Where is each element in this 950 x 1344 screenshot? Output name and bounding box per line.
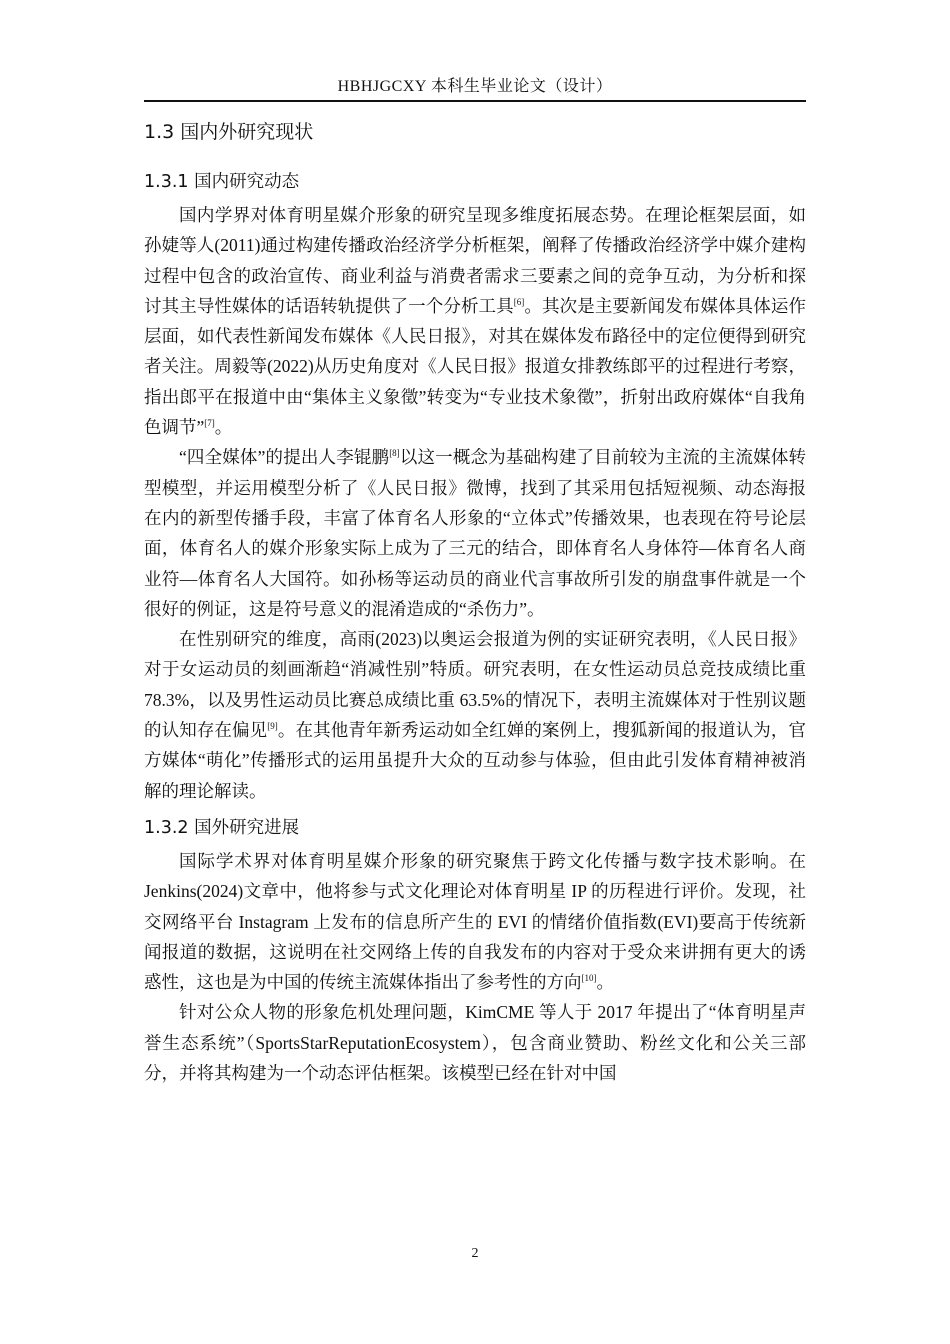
text-run: 在性别研究的维度，高雨(2023)以奥运会报道为例的实证研究表明，《人民日报》对于女运动员的刻画渐趋“消减性别”特质。研究表明，在女性运动员总竞技成绩比重 78.3%，以及男性运动员比赛总成绩比重 63.5%的情况下，表明主流媒体对于性别议题的认知存在偏见 (144, 629, 806, 741)
header-rule (144, 100, 806, 102)
paragraph-foreign-1 (144, 846, 806, 997)
section-heading: 1.3 国内外研究现状 (144, 121, 314, 143)
text-run: 以这一概念为基础构建了目前较为主流的主流媒体转型模型，并运用模型分析了《人民日报》微博，找到了其采用包括短视频、动态海报在内的新型传播手段，丰富了体育名人形象的“立体式”传播效果，也表现在符号论层面，体育名人的媒介形象实际上成为了三元的结合，即体育名人身体符—体育名人商业符—体育名人大国符。如孙杨等运动员的商业代言事故所引发的崩盘事件就是一个很好的例证，这是符号意义的混淆造成的“杀伤力”。 (144, 447, 806, 619)
page-body (144, 118, 806, 1088)
citation-10[interactable]: [10] (581, 973, 597, 984)
paragraph-domestic-2 (144, 442, 806, 624)
page-number: 2 (471, 1246, 479, 1261)
citation-7[interactable]: [7] (204, 418, 215, 429)
subsection-heading-foreign: 1.3.2 国外研究进展 (144, 817, 300, 838)
text-run: 国内学界对体育明星媒介形象的研究呈现多维度拓展态势。在理论框架层面，如孙婕等人(2011)通过构建传播政治经济学分析框架，阐释了传播政治经济学中媒介建构过程中包含的政治宣传、商业利益与消费者需求三要素之间的竞争互动，为分析和探讨其主导性媒体的话语转轨提供了一个分析工具 (144, 205, 806, 316)
text-run: 针对公众人物的形象危机处理问题，KimCME 等人于 2017 年提出了“体育明星声誉生态系统”（SportsStarReputationEcosystem），包含商业赞助、粉丝文化和公关三部分，并将其构建为一个动态评估框架。该模型已经在针对中国 (144, 1002, 806, 1084)
text-run: 。 (214, 417, 233, 438)
text-run: “四全媒体”的提出人李锟鹏 (179, 447, 390, 468)
running-header: HBHJGCXY 本科生毕业论文（设计） (337, 78, 613, 95)
paragraph-foreign-2 (144, 997, 806, 1088)
citation-6[interactable]: [6] (513, 297, 525, 308)
text-run: 。 (596, 972, 614, 993)
text-run: 。在其他青年新秀运动如全红婵的案例上，搜狐新闻的报道认为，官方媒体“萌化”传播形式的运用虽提升大众的互动参与体验，但由此引发体育精神被消解的理论解读。 (144, 720, 807, 801)
text-run: 国际学术界对体育明星媒介形象的研究聚焦于跨文化传播与数字技术影响。在 Jenkins(2024)文章中，他将参与式文化理论对体育明星 IP 的历程进行评价。发现，社交网络平台 Instagram 上发布的信息所产生的 EVI 的情绪价值指数(EVI)要高于传统新闻报道的数据，这说明在社交网络上传的自我发布的内容对于受众来讲拥有更大的诱惑性，这也是为中国的传统主流媒体指出了参考性的方向 (144, 850, 806, 993)
text-run: 。其次是主要新闻发布媒体具体运作层面，如代表性新闻发布媒体《人民日报》，对其在媒体发布路径中的定位便得到研究者关注。周毅等(2022)从历史角度对《人民日报》报道女排教练郎平的过程进行考察，指出郎平在报道中由“集体主义象徵”转变为“专业技术象徵”，折射出政府媒体“自我角色调节” (144, 295, 807, 438)
subsection-heading-domestic: 1.3.1 国内研究动态 (144, 172, 300, 192)
paragraph-domestic-3 (144, 624, 806, 806)
citation-8[interactable]: [8] (389, 448, 400, 459)
citation-9[interactable]: [9] (267, 721, 278, 732)
paragraph-domestic-1 (144, 200, 806, 442)
